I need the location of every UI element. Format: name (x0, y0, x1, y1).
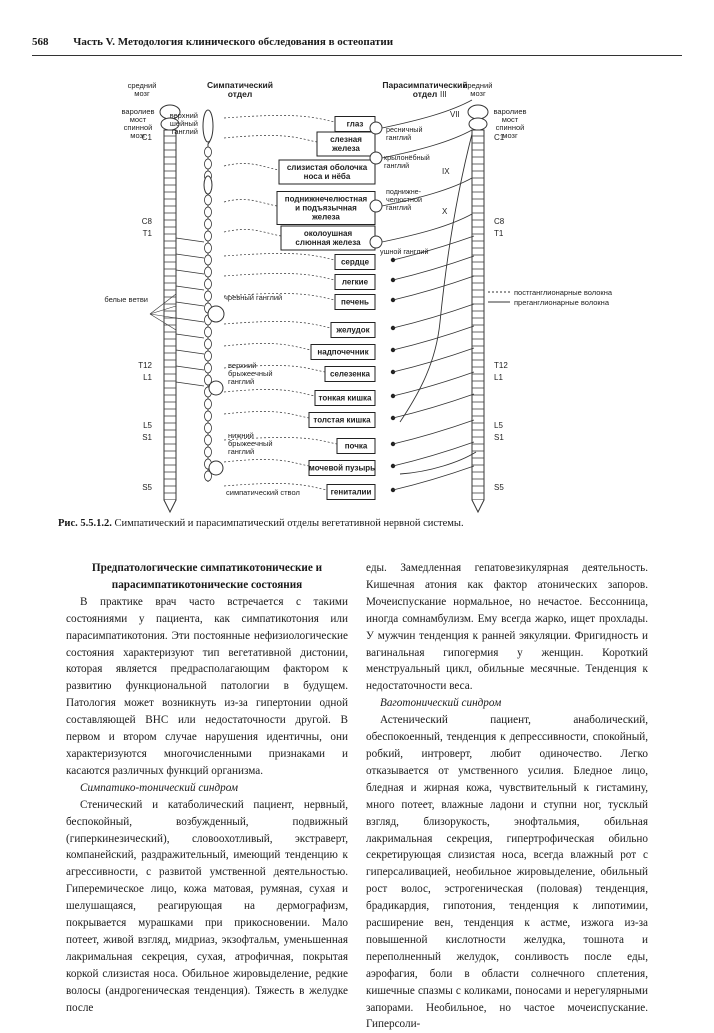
white-branch (176, 382, 204, 386)
submandibular-ganglion-label: челюстной (386, 195, 422, 204)
cranial-ganglion (370, 200, 382, 212)
lower-mesenteric-label: ганглий (228, 447, 255, 456)
continuation-paragraph: еды. Замедленная гепатовезикулярная деятельность. Кишечная атония как фактор атонических запоров. Мочеиспускание нормальное, но нечастое. Бессонница, иногда сомнамбулизм. Ему всегда жарко, ищет прохлады. У мужчин тенденция к ранней эякуляции. Фригидность и вагинальная гипогермия у женщин. Короткий менструальный цикл, обильные месячные. Тенденция к недостаточности веса. (366, 562, 648, 693)
running-title: Часть V. Методология клинического обследования в остеопатии (73, 36, 394, 48)
right-cord-tail (472, 500, 484, 512)
chain-ganglion (205, 339, 212, 349)
postganglionic-fiber (224, 135, 317, 142)
postganglionic-fiber (224, 253, 335, 260)
white-branch (176, 302, 204, 306)
sympathetic-heading: отдел (227, 89, 253, 99)
cranial-nerve-label: X (442, 207, 448, 216)
organ-label: железа (312, 212, 340, 222)
upper-mesenteric-label: брыжеечный (228, 369, 273, 378)
chain-ganglion (205, 327, 212, 337)
ciliary-ganglion-label: ганглий (386, 133, 412, 142)
page-number: 568 (32, 36, 49, 48)
organ-label: гениталии (330, 487, 372, 497)
organ-label: тонкая кишка (318, 393, 372, 403)
organ-label: поднижнечелюстная (284, 194, 368, 204)
section-heading: Предпатологические симпатикотонические и парасимпатикотонические состояния (91, 562, 323, 591)
chain-ganglion (205, 351, 212, 361)
preganglionic-fiber (393, 276, 474, 300)
intro-paragraph: В практике врач часто встречается с такими состояниями у пациента, как симпатикотония или парасимпатикотония. Эти постоянные нефизиологические состояния характеризуют тип вегетативной дистонии, которая является предрасполагающим фактором к развитию функциональной патологии в будущем. Патология может возникнуть из-за гипертонии одной составляющей ВНС или недостаточности другой. В первом и втором случае нарушения идентичны, они характеризуются многочисленными признаками и касаются различных функций организма. (66, 595, 348, 777)
white-branch (176, 238, 204, 242)
organ-label: надпочечник (317, 347, 369, 357)
right-segment-label: S1 (494, 433, 504, 442)
upper-cervical-label: шейный (169, 119, 198, 128)
preganglionic-fiber (393, 372, 474, 396)
lower-mesenteric-label: нижний (228, 431, 254, 440)
right-segment-label: C1 (494, 133, 505, 142)
sacral-outflow (400, 452, 476, 474)
cranial-nerve-label: III (440, 90, 447, 99)
organ-label: толстая кишка (313, 415, 371, 425)
organ-label: легкие (341, 277, 369, 287)
organ-label: печень (341, 297, 369, 307)
vagotonic-paragraph: Астенический пациент, анаболический, обеспокоенный, тенденция к депрессивности, спокойный, робкий, интроверт, любит одиночество. Легко отказывается от умственного усилия. Бледное лицо, бледная и жирная кожа, чувствительный к гистамину, много потеет, влажные ладони и ступни ног, тусклый взгляд, близорукость, энофтальмия, обильная лакримальная секреция, гипертрофическая обильно секретирующая слизистая носа, всегда влажный рот с гиперсаливацией, необильное жировыделение, обильный рост волос, эстрогеническая (половая) тенденция, брадикардия, гипотония, тенденция к липотимии, расширение вен, тенденция к астме, изжога из-за повышенной кислотности желудка, тошнота и переполненный желудок, сонливость после еды, аэрофагия, боли в области солнечного сплетения, кишечные спазмы с коликами, поносами и нерегулярными запорами. Необильное, но частое мочеиспускание. Гиперсоли- (366, 714, 648, 1031)
postganglionic-fiber (224, 229, 281, 236)
preganglionic-fiber (393, 420, 474, 444)
postganglionic-fiber (224, 273, 335, 280)
preganglionic-fiber (393, 466, 474, 490)
left-segment-label: T12 (138, 361, 152, 370)
parasympathetic-heading: Парасимпатический (382, 80, 468, 90)
otic-ganglion-label: ушной ганглий (380, 247, 429, 256)
left-pons-label: варолиев (121, 107, 155, 116)
chain-ganglion (205, 291, 212, 301)
upper-cervical-label: ганглий (171, 127, 198, 136)
chain-ganglion (205, 447, 212, 457)
preganglionic-fiber (393, 304, 474, 328)
left-segment-label: C1 (141, 133, 152, 142)
white-branch (176, 286, 204, 290)
left-midbrain-label: мозг (134, 89, 150, 98)
left-segment-label: S5 (142, 483, 152, 492)
postganglionic-fiber (224, 163, 279, 170)
upper-mesenteric-label: верхний (228, 361, 257, 370)
upper-cervical-ganglion (203, 110, 213, 142)
cranial-preganglionic-fiber (382, 214, 472, 242)
left-segment-label: T1 (142, 229, 152, 238)
organ-label: и подъязычная (295, 203, 357, 213)
chain-ganglion (205, 243, 212, 253)
celiac-label: чревный ганглий (224, 293, 283, 302)
chain-ganglion (205, 219, 212, 229)
celiac-ganglion (208, 306, 224, 322)
organ-label: мочевой пузырь (308, 463, 376, 473)
white-branch (176, 318, 204, 322)
caption-label: Рис. 5.5.1.2. (58, 518, 112, 529)
vagus-nerve (400, 134, 472, 422)
header-rule (32, 55, 682, 56)
ciliary-ganglion-label: ресничный (386, 125, 423, 134)
left-midbrain-label: средний (127, 81, 157, 90)
chain-ganglion (205, 411, 212, 421)
organ-label: околоушная (303, 229, 353, 238)
cranial-ganglion (370, 122, 382, 134)
right-segment-label: T1 (494, 229, 504, 238)
left-cord-label: спинной (123, 123, 153, 132)
chain-ganglion (205, 435, 212, 445)
organ-label: почка (344, 441, 368, 451)
postganglionic-fiber (224, 115, 335, 122)
sympathetic-trunk-label: симпатический ствол (226, 488, 300, 497)
left-pons-label: мост (129, 115, 147, 124)
caption-text: Симпатический и парасимпатический отделы вегетативной нервной системы. (114, 518, 464, 529)
right-cord-label: мозг (502, 131, 518, 140)
organ-label: сердце (340, 257, 370, 267)
chain-ganglion (205, 207, 212, 217)
pterygopalatine-ganglion-label: ганглий (384, 161, 410, 170)
right-segment-label: L1 (494, 373, 503, 382)
upper-cervical-label: верхний (169, 111, 198, 120)
legend-post-label: постганглионарные волокна (514, 288, 613, 297)
postganglionic-fiber (224, 199, 277, 206)
organ-label: селезенка (330, 369, 370, 379)
right-segment-label: L5 (494, 421, 503, 430)
right-pons (469, 118, 487, 130)
ans-figure (80, 62, 650, 520)
organ-label: носа и нёба (303, 172, 351, 181)
right-segment-label: S5 (494, 483, 504, 492)
left-segment-label: L1 (143, 373, 152, 382)
cranial-nerve-label: VII (450, 110, 460, 119)
left-spinal-cord (164, 130, 176, 500)
lower-mesenteric-label: брыжеечный (228, 439, 273, 448)
right-midbrain (468, 105, 488, 119)
right-column (366, 560, 648, 1033)
white-branch (176, 366, 204, 370)
vagotonic-subheading: Ваготонический синдром (380, 697, 502, 710)
organ-label: желудок (336, 325, 370, 335)
chain-ganglion (205, 423, 212, 433)
preganglionic-fiber (393, 326, 474, 350)
right-segment-label: T12 (494, 361, 508, 370)
left-cord-label: мозг (130, 131, 146, 140)
right-pons-label: мост (501, 115, 519, 124)
right-cord-label: спинной (495, 123, 525, 132)
upper-mesenteric-ganglion (209, 381, 223, 395)
left-cord-tail (164, 500, 176, 512)
cranial-ganglion (370, 152, 382, 164)
right-spinal-cord (472, 130, 484, 500)
submandibular-ganglion-label: поднижне- (386, 187, 422, 196)
preganglionic-fiber (393, 348, 474, 372)
autonomic-nervous-system-diagram (80, 62, 650, 520)
sympathicotonic-subheading: Симпатико-тонический синдром (80, 781, 239, 794)
chain-ganglion (205, 159, 212, 169)
chain-ganglion (205, 231, 212, 241)
postganglionic-fiber (224, 389, 315, 396)
middle-cervical-ganglion (204, 176, 212, 194)
organ-label: железа (332, 144, 360, 153)
chain-ganglion (205, 255, 212, 265)
preganglionic-fiber (393, 442, 474, 466)
chain-ganglion (205, 279, 212, 289)
white-branch (176, 254, 204, 258)
running-head (32, 36, 682, 54)
chain-ganglion (205, 363, 212, 373)
organ-label: слизистая оболочка (286, 163, 368, 172)
legend-pre-label: преганглионарные волокна (514, 298, 609, 307)
pterygopalatine-ganglion-label: крылонёбный (384, 153, 430, 162)
right-pons-label: варолиев (493, 107, 527, 116)
figure-caption (58, 518, 658, 529)
left-segment-label: C8 (141, 217, 152, 226)
chain-ganglion (205, 147, 212, 157)
postganglionic-fiber (224, 343, 311, 350)
chain-ganglion (205, 267, 212, 277)
white-branch (176, 270, 204, 274)
upper-mesenteric-label: ганглий (228, 377, 255, 386)
right-segment-label: C8 (494, 217, 505, 226)
preganglionic-fiber (393, 256, 474, 280)
cranial-nerve-label: IX (442, 167, 450, 176)
organ-label: слезная (330, 135, 362, 144)
postganglionic-fiber (224, 411, 309, 418)
right-midbrain-label: средний (463, 81, 493, 90)
submandibular-ganglion-label: ганглий (386, 203, 412, 212)
left-segment-label: L5 (143, 421, 152, 430)
left-segment-label: S1 (142, 433, 152, 442)
lower-mesenteric-ganglion (209, 461, 223, 475)
chain-ganglion (205, 399, 212, 409)
sympathetic-heading: Симпатический (207, 80, 273, 90)
right-midbrain-label: мозг (470, 89, 486, 98)
organ-label: слюнная железа (295, 238, 361, 247)
white-branches-label: белые ветви (104, 295, 148, 304)
organ-label: глаз (346, 119, 364, 129)
left-column (66, 560, 348, 1016)
white-branch (176, 334, 204, 338)
parasympathetic-heading: отдел (412, 89, 438, 99)
white-branch (176, 350, 204, 354)
sympathicotonic-paragraph: Стенический и катаболический пациент, нервный, беспокойный, возбужденный, подвижный (гиперкинезический), словоохотливый, экстраверт, компанейский, раздражительный, имеющий тенденцию к агрессивности, с развитой умственной деятельностью. Гиперемическое лицо, кожа матовая, румяная, сухая и шелушащаяся, реагирующая на дермографизм, покрывается мурашками при прикосновении. Мало потеет, живой взгляд, мидриаз, экзофтальм, уменьшенная лакримальная секреция, сухая, атрофичная, покрытая коркой слизистая носа. Обильное жировыделение, редкие волосы (андрогеническая тенденция). Тяжесть в желудке после (66, 798, 348, 1014)
postganglionic-fiber (224, 459, 309, 466)
chain-ganglion (205, 195, 212, 205)
postganglionic-fiber (224, 321, 331, 328)
